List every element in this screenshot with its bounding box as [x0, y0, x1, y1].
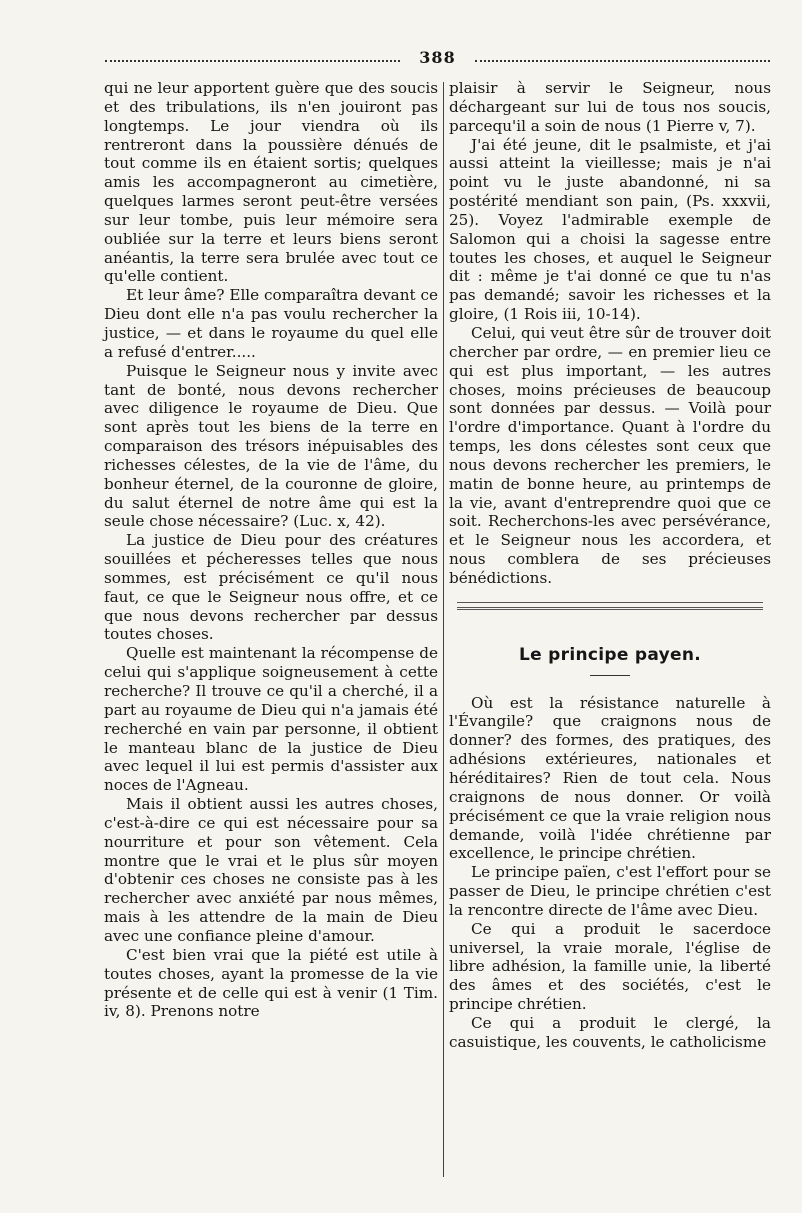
page-header	[105, 48, 770, 74]
header-rule-left	[105, 60, 400, 62]
paragraph: Mais il obtient aussi les autres choses, c'est-à-dire ce qui est nécessaire pour sa nourriture et pour son vêtement. Cela montre que le vrai et le plus sûr moyen d'obtenir ces choses ne consiste pas à les rechercher avec anxiété par nous mêmes, mais à les attendre de la main de Dieu avec une confiance pleine d'amour.	[104, 795, 438, 945]
right-column	[449, 79, 771, 1052]
paragraph: Et leur âme? Elle comparaîtra devant ce Dieu dont elle n'a pas voulu rechercher la justice, — et dans le royaume du quel elle a refusé d'entrer.....	[104, 286, 438, 361]
section-separator	[457, 602, 763, 603]
paragraph: Quelle est maintenant la récompense de celui qui s'applique soigneusement à cette recherche? Il trouve ce qu'il a cherché, il a part au royaume de Dieu qui n'a jamais été recherché en vain par personne, il obtient le manteau blanc de la justice de Dieu avec lequel il lui est permis d'assister aux noces de l'Agneau.	[104, 644, 438, 795]
paragraph: La justice de Dieu pour des créatures souillées et pécheresses telles que nous sommes, est précisément ce qu'il nous faut, ce que le Seigneur nous offre, et ce que nous devons rechercher par dessus toutes choses.	[104, 531, 438, 644]
page-number: 388	[419, 48, 456, 67]
paragraph: Puisque le Seigneur nous y invite avec tant de bonté, nous devons rechercher avec diligence le royaume de Dieu. Que sont après tout les biens de la terre en comparaison des trésors inépuisables des richesses célestes, de la vie de l'âme, du bonheur éternel, de la couronne de gloire, du salut éternel de notre âme qui est la seule chose nécessaire? (Luc. x, 42).	[104, 361, 438, 531]
left-column	[104, 79, 438, 1021]
paragraph: plaisir à servir le Seigneur, nous déchargeant sur lui de tous nos soucis, parcequ'il a soin de nous (1 Pierre v, 7).	[449, 79, 771, 135]
title-dash	[590, 675, 630, 676]
paragraph: J'ai été jeune, dit le psalmiste, et j'ai aussi atteint la vieillesse; mais je n'ai point vu le juste abandonné, ni sa postérité mendiant son pain, (Ps. xxxvii, 25). Voyez l'admirable exemple de Salomon qui a choisi la sagesse entre toutes les choses, et auquel le Seigneur dit : même je t'ai donné ce que tu n'as pas demandé; savoir les richesses et la gloire, (1 Rois iii, 10-14).	[449, 135, 771, 324]
paragraph: Ce qui a produit le sacerdoce universel, la vraie morale, l'église de libre adhésion, la famille unie, la liberté des âmes et des sociétés, c'est le principe chrétien.	[449, 919, 771, 1014]
section-title: Le principe payen.	[519, 644, 701, 665]
column-divider	[443, 82, 444, 1177]
header-rule-right	[475, 60, 770, 62]
paragraph: Ce qui a produit le clergé, la casuistique, les couvents, le catholicisme	[449, 1013, 771, 1051]
paragraph: qui ne leur apportent guère que des soucis et des tribulations, ils n'en jouiront pas longtemps. Le jour viendra où ils rentreront dans la poussière dénués de tout comme ils en étaient sortis; quelques amis les accompagneront au cimetière, quelques larmes seront peut-être versées sur leur tombe, puis leur mémoire sera oubliée sur la terre et leurs biens seront anéantis, la terre sera brulée avec tout ce qu'elle contient.	[104, 79, 438, 286]
paragraph: C'est bien vrai que la piété est utile à toutes choses, ayant la promesse de la vie présente et de celle qui est à venir (1 Tim. iv, 8). Prenons notre	[104, 945, 438, 1021]
paragraph: Le principe païen, c'est l'effort pour se passer de Dieu, le principe chrétien c'est la rencontre directe de l'âme avec Dieu.	[449, 863, 771, 919]
section-separator-double	[457, 607, 763, 610]
paragraph: Celui, qui veut être sûr de trouver doit chercher par ordre, — en premier lieu ce qui est plus important, — les autres choses, moins précieuses de beaucoup sont données par dessus. — Voilà pour l'ordre d'importance. Quant à l'ordre du temps, les dons célestes sont ceux que nous devons rechercher les premiers, le matin de bonne heure, au printemps de la vie, avant d'entreprendre quoi que ce soit. Recherchons-les avec persévérance, et le Seigneur nous les accordera, et nous comblera de ses précieuses bénédictions.	[449, 323, 771, 587]
paragraph: Où est la résistance naturelle à l'Évangile? que craignons nous de donner? des formes, des pratiques, des adhésions extérieures, nationales et héréditaires? Rien de tout cela. Nous craignons de nous donner. Or voilà précisément ce que la vraie religion nous demande, voilà l'idée chrétienne par excellence, le principe chrétien.	[449, 693, 771, 863]
